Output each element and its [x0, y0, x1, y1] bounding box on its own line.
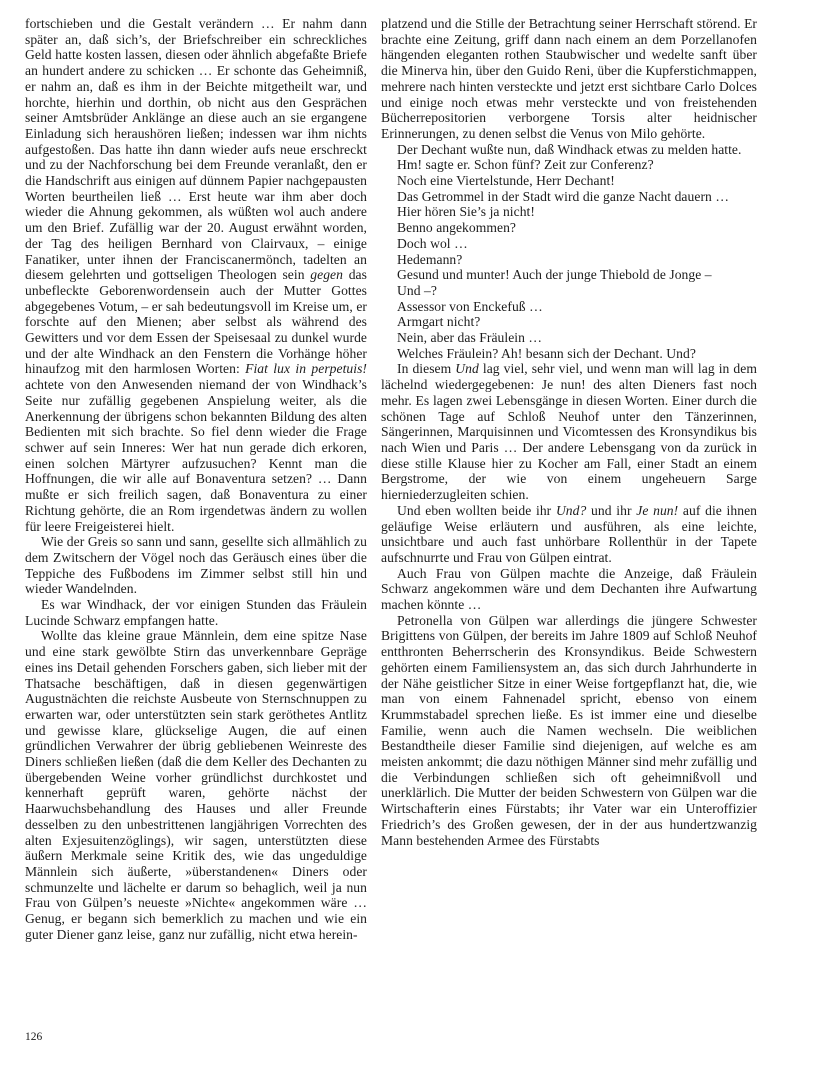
text-column-left: [25, 16, 367, 942]
paragraph: Hedemann?: [397, 251, 463, 267]
paragraph: Das Getrommel in der Stadt wird die ganze Nacht dauern …: [397, 188, 729, 204]
paragraph: Welches Fräulein? Ah! besann sich der Dechant. Und?: [397, 345, 696, 361]
paragraph: Doch wol …: [397, 235, 468, 251]
paragraph: fortschieben und die Gestalt verändern … Er nahm dann später an, daß sich’s, der Briefschreiber ein schreckliches Geld hatte kosten lassen, diesen oder ähnlich abgefaßte Briefe an hundert andere zu schicken … Er schonte das Geheimniß, er nahm an, daß es ihm in der Beichte mitgetheilt war, und horchte, hierhin und dorthin, ob nicht aus den Gesprächen seiner Amtsbrüder Anklänge an diese auch an sie ergangene Einladung sich heraushören ließen; indessen war ihm nichts aufgestoßen. Das hatte ihn dann wieder aufs neue erschreckt und zu der Nachforschung bei dem Freunde veranlaßt, den er die Handschrift aus einigen auf dünnem Papier nachgepausten Worten beurtheilen ließ … Erst heute war ihm aber doch wieder die Ahnung gekommen, als wüßten wol auch andere um den Brief. Zufällig war der 20. August erwähnt worden, der Tag des heiligen Bernhard von Clairvaux, – einige Fanatiker, unter ihnen der Franciscanermönch, tadelten an diesem gelehrten und gottseligen Theologen sein gegen das unbefleckte Geborenwordensein auch der Mutter Gottes abgegebenes Votum, – er sah bedeutungsvoll im Kreise um, er forschte auf den Mienen; aber selbst als während des Gewitters und vor dem Essen der Speisesaal zu dunkel wurde und der alte Windhack an den Fenstern die Vorhänge höher hinaufzog mit den harmlosen Worten: Fiat lux in perpetuis! achtete von den Anwesenden niemand der von Windhack’s Seite nur zufällig gegebenen Anspielung weiter, als die Anerkennung der übrigens schon bekannten Bildung des alten Bedienten mit sich brachte. So fiel denn wieder die Frage schwer auf sein Inneres: Wer hat nun gerade dich erkoren, einen solchen Märtyrer aufzusuchen? Kennt man die Hoffnungen, die wir alle auf Bonaventura setzen? … Dann mußte er sich freilich sagen, daß Bonaventura zu einer Richtung gehörte, die an Rom irgendetwas ändern zu wollen für leere Freigeisterei hielt.: [25, 16, 368, 534]
paragraph: In diesem Und lag viel, sehr viel, und wenn man will lag in dem lächelnd wiedergegebenen: Je nun! des alten Dieners fast noch mehr. Es lagen zwei Lebensgänge in diesen Worten. Einer durch die schönen Tage auf Schloß Neuhof unter den Tänzerinnen, Sängerinnen, Marquisinnen und Vicomtessen des Kronsyndikus bis nach Wien und Paris … Der andere Lebensgang von da zurück in diese stille Klause hier zu Kocher am Fall, einer Stadt an einem Bergstrome, der wie von einem ungeheuern Sarge hierniederzugleiten schien.: [381, 361, 757, 503]
paragraph: Hier hören Sie’s ja nicht!: [397, 204, 535, 220]
paragraph: Es war Windhack, der vor einigen Stunden das Fräulein Lucinde Schwarz empfangen hatte.: [25, 597, 367, 628]
paragraph: Gesund und munter! Auch der junge Thiebold de Jonge –: [397, 267, 712, 283]
paragraph: Armgart nicht?: [397, 314, 481, 330]
paragraph: Noch eine Viertelstunde, Herr Dechant!: [397, 173, 615, 189]
paragraph: Wie der Greis so sann und sann, gesellte sich allmählich zu dem Zwitschern der Vögel noch das Geräusch eines über die Teppiche des Fußbodens im Zimmer selbst still hin und wieder Wandelnden.: [25, 534, 367, 597]
paragraph: Und –?: [397, 282, 437, 298]
paragraph: Wollte das kleine graue Männlein, dem eine spitze Nase und eine stark gewölbte Stirn das unverkennbare Gepräge eines ins Detail gehenden Forschers gaben, sich lieber mit der Thatsache beschäftigen, daß in diesen gegenwärtigen Augustnächten die reichste Ausbeute von Sternschnuppen zu erwarten war, oder unterstützten sein stark geröthetes Antlitz und gewisse klare, glückselige Augen, die auf einen gründlichen Verwahrer der übrig gebliebenen Weinreste des Diners schließen ließen (daß die dem Keller des Dechanten zu übergebenden Weine vorher gründlichst durchkostet und kennerhaft geprüft waren, gehörte nächst der Haarwuchsbehandlung des Hauses und aller Freunde desselben zu den unbestrittenen langjährigen Vorrechten des alten Exjesuitenzöglings), wir sagen, unterstützten diese äußern Merkmale seine Kritik des, wie das ungeduldige Männlein sich äußerte, »überstandenen« Diners oder schmunzelte und lächelte er darum so behaglich, weil ja nun Frau von Gülpen’s neueste »Nichte« angekommen wäre … Genug, er begann sich bemerklich zu machen und wie ein guter Diener ganz leise, ganz nur zufällig, nicht etwa herein-: [25, 628, 367, 942]
text-columns: [25, 16, 757, 942]
paragraph: Auch Frau von Gülpen machte die Anzeige, daß Fräulein Schwarz angekommen wäre und dem Dechanten ihre Aufwartung machen könnte …: [381, 565, 757, 613]
paragraph: platzend und die Stille der Betrachtung seiner Herrschaft störend. Er brachte eine Zeitung, griff dann nach einem an dem Porzellanofen hängenden eleganten rothen Staubwischer und wedelte sanft über die Minerva hin, über den Guido Reni, über die Kupferstichmappen, mehrere nach hinten versteckte und jetzt erst sichtbare Carlo Dolces und einige noch etwas mehr versteckte und von freistehenden Bücherrepositorien verborgene Torsis alter heidnischer Erinnerungen, zu denen selbst die Venus von Milo gehörte.: [381, 16, 757, 141]
paragraph: Assessor von Enckefuß …: [397, 298, 543, 314]
paragraph: Der Dechant wußte nun, daß Windhack etwas zu melden hatte.: [397, 141, 742, 157]
paragraph: Und eben wollten beide ihr Und? und ihr Je nun! auf die ihnen geläufige Weise erläutern und ausführen, als eine leichte, unsichtbare und auch fast unhörbare Rollenthür in der Tapete aufschnurrte und Frau von Gülpen eintrat.: [381, 502, 758, 565]
paragraph: Nein, aber das Fräulein …: [397, 330, 543, 346]
paragraph: Hm! sagte er. Schon fünf? Zeit zur Conferenz?: [397, 157, 654, 173]
text-column-right: [381, 16, 757, 942]
paragraph: Benno angekommen?: [397, 220, 517, 236]
paragraph: Petronella von Gülpen war allerdings die jüngere Schwester Brigittens von Gülpen, der bereits im Jahre 1809 auf Schloß Neuhof entthronten Beherrscherin des Kronsyndikus. Beide Schwestern gehörten einem Familiensystem an, das sich durch Jahrhunderte in der Nähe geistlicher Sitze in einer Weise fortgepflanzt hat, die, wie man von einem Fahnenadel spricht, ebenso von einem Krummstabadel sprechen ließe. Es ist immer eine und dieselbe Familie, wenn auch die Namen wechseln. Die weiblichen Bestandtheile dieser Familie sind diejenigen, auf welche es am meisten ankommt; die dazu nöthigen Männer sind mehr zufällig und die Verbindungen schließen sich oft geheimnißvoll und unerklärlich. Die Mutter der beiden Schwestern von Gülpen war die Wirtschafterin eines Fürstabts; ihr Vater war ein Unteroffizier Friedrich’s des Großen gewesen, der in der aus hundertzwanzig Mann bestehenden Armee des Fürstabts: [381, 612, 757, 848]
page-number: 126: [25, 1031, 43, 1043]
